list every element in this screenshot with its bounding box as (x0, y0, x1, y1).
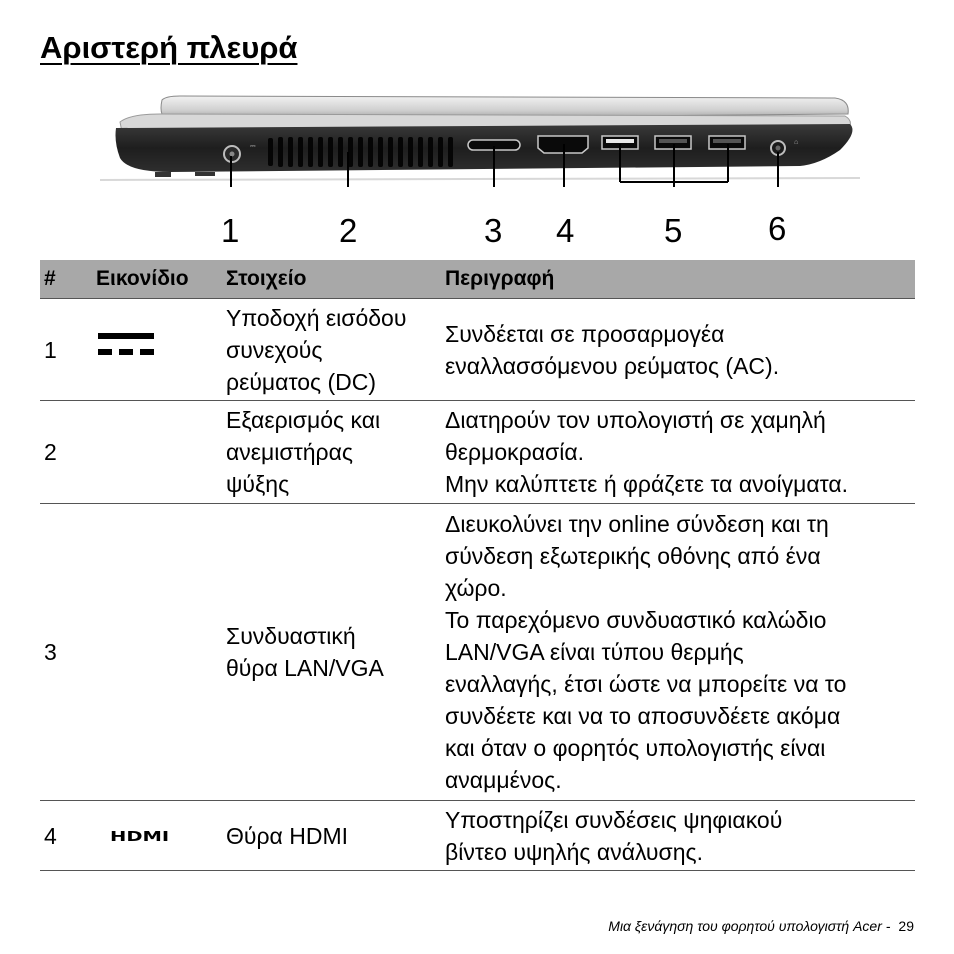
table-header-row (40, 260, 915, 299)
page-number: 29 (898, 918, 914, 934)
callout-5: 5 (664, 212, 683, 249)
footer-text: Μια ξενάγηση του φορητού υπολογιστή Acer - (608, 918, 891, 934)
callout-2: 2 (339, 212, 358, 249)
callout-1: 1 (221, 212, 240, 249)
hdmi-icon: HDMI (92, 801, 222, 871)
row-description: Διευκολύνει την online σύνδεση και τη σύνδεση εξωτερικής οθόνης από ένα χώρο. Το παρεχόμενο συνδυαστικό καλώδιο LAN/VGA είναι τύπου θερμής εναλλαγής, έτσι ώστε να μπορείτε να το συνδέετε και να το αποσυνδέετε ακόμα και όταν ο φορητός υπολογιστής είναι αναμμένος. (441, 504, 915, 801)
svg-text:⌂: ⌂ (794, 139, 799, 146)
ports-table (40, 260, 915, 871)
page-footer (608, 918, 914, 934)
page-title: Αριστερή πλευρά (40, 30, 298, 65)
header-icon: Εικονίδιο (92, 260, 222, 299)
table-row (40, 401, 915, 504)
callout-4: 4 (556, 212, 575, 249)
callout-6: 6 (768, 210, 787, 247)
laptop-left-side-illustration (100, 92, 860, 187)
row-number: 2 (40, 401, 92, 504)
row-description: Υποστηρίζει συνδέσεις ψηφιακού βίντεο υψηλής ανάλυσης. (441, 801, 915, 871)
header-number: # (40, 260, 92, 299)
row-description: Διατηρούν τον υπολογιστή σε χαμηλή θερμοκρασία. Μην καλύπτετε ή φράζετε τα ανοίγματα. (441, 401, 915, 504)
row-number: 1 (40, 299, 92, 401)
table-row (40, 801, 915, 871)
callout-3: 3 (484, 212, 503, 249)
header-item: Στοιχείο (222, 260, 441, 299)
row-description: Συνδέεται σε προσαρμογέα εναλλασσόμενου ρεύματος (AC). (441, 299, 915, 401)
row-number: 4 (40, 801, 92, 871)
row-item: Υποδοχή εισόδου συνεχούς ρεύματος (DC) (222, 299, 441, 401)
row-item: Εξαερισμός και ανεμιστήρας ψύξης (222, 401, 441, 504)
dc-power-icon (92, 299, 222, 401)
header-description: Περιγραφή (441, 260, 915, 299)
svg-text:⎓: ⎓ (250, 143, 256, 150)
row-item: Συνδυαστική θύρα LAN/VGA (222, 504, 441, 801)
table-row (40, 299, 915, 401)
row-item: Θύρα HDMI (222, 801, 441, 871)
table-row (40, 504, 915, 801)
row-number: 3 (40, 504, 92, 801)
